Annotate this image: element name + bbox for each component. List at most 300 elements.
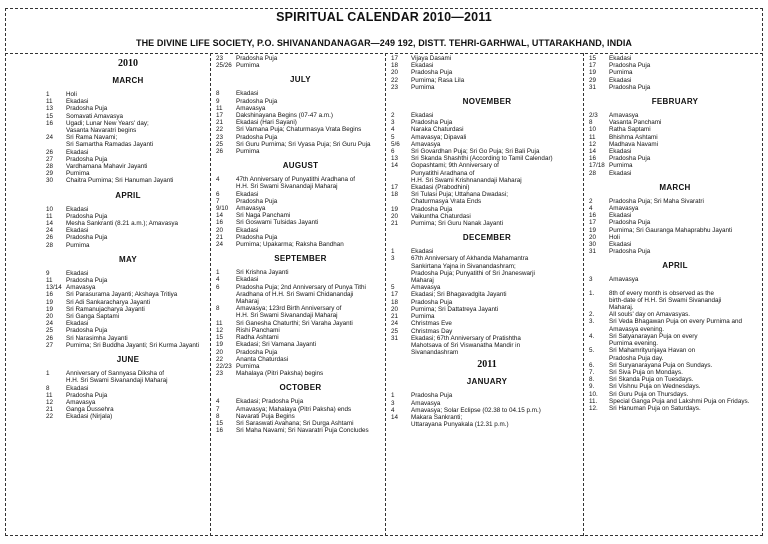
entry-date: 17/18 xyxy=(589,162,605,170)
entry-event: Sri Goswami Tulsidas Jayanti xyxy=(236,219,319,227)
entry-date: 8 xyxy=(216,90,220,98)
entry-date: 19 xyxy=(589,69,597,77)
calendar-entry xyxy=(216,320,385,327)
calendar-entry xyxy=(216,341,385,348)
entry-date xyxy=(46,377,66,384)
entry-event: Pradosha Puja xyxy=(236,133,278,141)
entry-date: 4 xyxy=(391,406,395,414)
calendar-entry xyxy=(46,406,210,413)
entry-date xyxy=(391,277,411,284)
calendar-entry xyxy=(391,277,583,284)
entry-event: Ugadi; Lunar New Years' day; xyxy=(66,119,149,127)
entry-date: 7 xyxy=(216,197,220,205)
entry-event: Pradosha Puja xyxy=(609,219,651,227)
month-heading: NOVEMBER xyxy=(462,97,512,107)
note-number: 2. xyxy=(589,311,595,319)
entry-event: Purnima; Sri Dattatreya Jayanti xyxy=(411,305,499,313)
calendar-entry xyxy=(46,227,210,234)
entry-event: Ananta Chaturdasi xyxy=(236,355,289,363)
entry-date: 22/23 xyxy=(216,362,232,370)
entry-event: Sri Vamana Puja; Chaturmasya Vrata Begins xyxy=(236,126,362,134)
calendar-entry xyxy=(391,255,583,262)
entry-date: 28 xyxy=(589,169,597,177)
entry-event: Naraka Chaturdasi xyxy=(411,126,464,134)
entry-event: Amavasya xyxy=(236,104,266,112)
calendar-entry xyxy=(216,198,385,205)
calendar-entry xyxy=(589,241,761,248)
entry-event: Ekadasi xyxy=(609,241,632,249)
entry-date xyxy=(216,183,236,190)
entry-date: 8 xyxy=(216,305,220,313)
entry-event: Ratha Saptami xyxy=(609,126,651,134)
entry-event: Christmas Day xyxy=(411,327,453,335)
calendar-entry xyxy=(216,291,385,298)
entry-event: Pradosha Puja xyxy=(66,327,108,335)
entry-event: Sri Krishna Jayanti xyxy=(236,269,289,277)
entry-date xyxy=(391,198,411,205)
entry-event: Amavasya xyxy=(66,398,96,406)
entry-event: Ekadasi xyxy=(66,98,89,106)
entry-date: 11 xyxy=(589,133,596,141)
entry-event: Maharaj xyxy=(236,298,259,306)
calendar-entry xyxy=(46,127,210,134)
calendar-entry xyxy=(46,320,210,327)
entry-event: Chaitra Purnima; Sri Hanuman Jayanti xyxy=(66,177,174,185)
page-title: SPIRITUAL CALENDAR 2010—2011 xyxy=(276,10,492,24)
calendar-entry xyxy=(391,126,583,133)
entry-date: 16 xyxy=(589,155,597,163)
note-number: 11. xyxy=(589,397,598,405)
entry-event: Pradosha Puja xyxy=(66,212,108,220)
entry-event: Pradosha Puja xyxy=(66,277,108,285)
calendar-entry xyxy=(216,413,385,420)
entry-date: 9/10 xyxy=(216,205,229,213)
calendar-entry xyxy=(216,356,385,363)
note-number: 8. xyxy=(589,376,595,384)
entry-event: Mesha Sankranti (8.21 a.m.); Amavasya xyxy=(66,220,178,228)
entry-date: 15 xyxy=(216,334,224,342)
entry-date: 31 xyxy=(391,334,399,342)
entry-date: 26 xyxy=(46,234,54,242)
entry-date: 4 xyxy=(589,205,593,213)
entry-event: Pradosha Puja xyxy=(66,105,108,113)
entry-date: 13 xyxy=(46,105,54,113)
calendar-entry xyxy=(391,320,583,327)
entry-event: Ekadasi xyxy=(66,227,89,235)
entry-event: Vijaya Dasami xyxy=(411,55,452,62)
calendar-entry xyxy=(589,227,761,234)
calendar-entry xyxy=(216,298,385,305)
calendar-entry xyxy=(391,184,583,191)
note-item xyxy=(589,362,761,369)
calendar-entry xyxy=(46,342,210,349)
entry-date: 17 xyxy=(391,184,399,192)
entry-date: 3 xyxy=(391,399,395,407)
entry-date: 4 xyxy=(216,398,220,406)
entry-date: 23 xyxy=(216,133,224,141)
calendar-entry xyxy=(391,191,583,198)
note-item xyxy=(589,340,761,347)
calendar-entry xyxy=(589,112,761,119)
entry-date xyxy=(391,177,411,184)
entry-date: 25 xyxy=(46,327,54,335)
entry-date xyxy=(216,298,236,305)
calendar-entry xyxy=(589,55,761,62)
entry-date xyxy=(46,141,66,148)
entry-date: 21 xyxy=(216,233,224,241)
entry-date: 29 xyxy=(46,170,54,178)
note-item xyxy=(589,290,761,297)
entry-date xyxy=(391,342,411,349)
entry-event: Purnima xyxy=(411,83,435,91)
entry-event: Pradosha Puja xyxy=(411,69,453,77)
entry-date: 13/14 xyxy=(46,284,62,292)
entry-event: Pradosha Puja xyxy=(609,83,651,91)
calendar-entry xyxy=(46,284,210,291)
calendar-entry xyxy=(46,163,210,170)
calendar-entry xyxy=(391,155,583,162)
entry-event: Ekadasi (Nirjala) xyxy=(66,413,113,421)
entry-event: Bhishma Ashtami xyxy=(609,133,658,141)
calendar-entry xyxy=(216,90,385,97)
entry-date: 23 xyxy=(216,55,224,62)
entry-event: Makara Sankranti; xyxy=(411,413,463,421)
note-number: 5. xyxy=(589,347,595,355)
entry-event: Amavasya xyxy=(66,284,96,292)
entry-date: 10 xyxy=(46,205,54,213)
entry-event: Pradosha Puja xyxy=(609,248,651,256)
entry-event: Aradhana of H.H. Sri Swami Chidanandaji xyxy=(236,290,354,298)
entry-event: Pradosha Puja xyxy=(236,97,278,105)
calendar-entry xyxy=(589,198,761,205)
calendar-entry xyxy=(216,98,385,105)
entry-date: 20 xyxy=(589,233,597,241)
entry-event: H.H. Sri Swami Sivanandaji Maharaj xyxy=(236,312,338,320)
entry-event: Pradosha Puja xyxy=(236,233,278,241)
calendar-entry xyxy=(391,349,583,356)
entry-event: Purnima xyxy=(609,162,633,170)
entry-date: 11 xyxy=(216,319,223,327)
entry-event: 67th Anniversary of Akhanda Mahamantra xyxy=(411,255,529,263)
entry-event: Pradosha Puja xyxy=(411,205,453,213)
calendar-entry xyxy=(589,141,761,148)
note-item xyxy=(589,297,761,304)
entry-event: Ekadasi; Sri Vamana Jayanti xyxy=(236,341,317,349)
calendar-entry xyxy=(216,427,385,434)
entry-date xyxy=(216,312,236,319)
entry-date: 3 xyxy=(391,119,395,127)
calendar-entry xyxy=(216,234,385,241)
calendar-entry xyxy=(216,183,385,190)
entry-event: Purnima; Rasa Lila xyxy=(411,76,465,84)
entry-date: 2/3 xyxy=(589,112,598,120)
entry-date: 8 xyxy=(589,119,593,127)
entry-event: Vaikuntha Chaturdasi xyxy=(411,212,471,220)
entry-event: Sri Govardhan Puja; Sri Go Puja; Sri Bali Puja xyxy=(411,148,540,156)
entry-event: Sri Parasurama Jayanti; Akshaya Tritiya xyxy=(66,291,178,299)
entry-event: Ekadasi (Hari Sayani) xyxy=(236,119,297,127)
entry-event: Amavasya xyxy=(411,284,441,292)
calendar-entry xyxy=(216,420,385,427)
calendar-entry xyxy=(589,119,761,126)
calendar-entry xyxy=(589,234,761,241)
month-heading: JANUARY xyxy=(466,377,508,387)
entry-date: 16 xyxy=(216,219,224,227)
calendar-entry xyxy=(391,134,583,141)
calendar-entry xyxy=(391,284,583,291)
calendar-entry xyxy=(46,120,210,127)
note-item xyxy=(589,311,761,318)
entry-date: 19 xyxy=(216,341,224,349)
calendar-entry xyxy=(46,385,210,392)
calendar-entry xyxy=(391,342,583,349)
entry-event: Sri Narasimha Jayanti xyxy=(66,334,128,342)
entry-date: 15 xyxy=(46,112,54,120)
calendar-entry xyxy=(46,91,210,98)
note-number: 7. xyxy=(589,368,595,376)
note-text: Sri Hanuman Puja on Saturdays. xyxy=(609,404,701,412)
calendar-entry xyxy=(589,62,761,69)
entry-date: 20 xyxy=(216,226,224,234)
entry-date: 4 xyxy=(216,176,220,184)
entry-date: 29 xyxy=(589,76,597,84)
note-item xyxy=(589,355,761,362)
entry-event: Maharaj xyxy=(411,277,434,285)
calendar-entry xyxy=(589,162,761,169)
entry-date: 6 xyxy=(216,190,220,198)
entry-date: 5/6 xyxy=(391,140,400,148)
entry-event: Vasanta Panchami xyxy=(609,119,662,127)
entry-date: 31 xyxy=(589,248,597,256)
calendar-column-2 xyxy=(216,55,385,434)
calendar-entry xyxy=(216,119,385,126)
entry-event: Pradosha Puja xyxy=(66,155,108,163)
calendar-entry xyxy=(391,392,583,399)
entry-event: Purnima; Sri Buddha Jayanti; Sri Kurma Jayanti xyxy=(66,341,199,349)
entry-event: Anniversary of Sannyasa Diksha of xyxy=(66,370,165,378)
calendar-entry xyxy=(589,170,761,177)
entry-event: Punyatithi Aradhana of xyxy=(411,169,475,177)
entry-date: 11 xyxy=(46,98,53,106)
entry-date: 20 xyxy=(391,305,399,313)
entry-event: Amavasya xyxy=(236,205,266,213)
entry-event: Christmas Eve xyxy=(411,320,452,328)
entry-event: Navarati Puja Begins xyxy=(236,412,295,420)
calendar-entry xyxy=(391,263,583,270)
entry-event: H.H. Sri Swami Krishnanandaji Maharaj xyxy=(411,176,522,184)
entry-event: Purnima xyxy=(609,69,633,77)
note-number: 12. xyxy=(589,404,598,412)
entry-event: Ekadasi xyxy=(609,212,632,220)
calendar-entry xyxy=(391,177,583,184)
entry-event: Ekadasi; Pradosha Puja xyxy=(236,398,304,406)
calendar-column-3 xyxy=(391,55,583,428)
entry-date: 27 xyxy=(46,155,54,163)
entry-date: 1 xyxy=(46,370,50,378)
entry-event: Dakshinayana Begins (07-47 a.m.) xyxy=(236,112,333,120)
entry-event: Pradosha Puja xyxy=(609,155,651,163)
entry-event: Amavasya; Mahalaya (Pitri Paksha) ends xyxy=(236,405,352,413)
entry-event: Purnima xyxy=(411,313,435,321)
entry-event: Ekadasi xyxy=(236,90,259,98)
entry-event: Amavasya xyxy=(609,112,639,120)
note-number: 10. xyxy=(589,390,598,398)
entry-date: 25 xyxy=(391,327,399,335)
entry-date: 16 xyxy=(216,427,224,435)
entry-event: Pradosha Puja xyxy=(236,197,278,205)
calendar-entry xyxy=(216,349,385,356)
calendar-entry xyxy=(391,220,583,227)
note-text: Sri Suryanarayana Puja on Sundays. xyxy=(609,361,713,369)
calendar-entry xyxy=(391,148,583,155)
entry-event: Ekadasi (Prabodhini) xyxy=(411,184,470,192)
entry-date: 13 xyxy=(391,155,399,163)
calendar-entry xyxy=(391,313,583,320)
entry-date: 11 xyxy=(46,277,53,285)
entry-event: H.H. Sri Swami Sivanandaji Maharaj xyxy=(236,183,338,191)
calendar-column-4 xyxy=(589,55,761,412)
column-divider xyxy=(210,53,211,536)
entry-event: Ekadasi; 67th Anniversary of Pratishtha xyxy=(411,334,521,342)
entry-date: 7 xyxy=(216,405,220,413)
month-heading: SEPTEMBER xyxy=(274,254,327,264)
month-heading: APRIL xyxy=(115,190,141,200)
calendar-entry xyxy=(589,126,761,133)
note-text: Sri Satyanarayan Puja on every xyxy=(609,332,698,340)
entry-date: 26 xyxy=(216,148,224,156)
calendar-entry xyxy=(589,84,761,91)
entry-date: 16 xyxy=(46,291,54,299)
calendar-entry xyxy=(216,370,385,377)
month-heading: FEBRUARY xyxy=(651,97,699,107)
entry-date: 5 xyxy=(391,133,395,141)
entry-date: 14 xyxy=(589,148,597,156)
calendar-entry xyxy=(391,400,583,407)
entry-date: 9 xyxy=(216,97,220,105)
entry-date: 28 xyxy=(46,241,54,249)
calendar-entry xyxy=(216,212,385,219)
entry-event: Ekadasi xyxy=(411,62,434,70)
entry-date: 25 xyxy=(216,140,224,148)
entry-event: Pradosha Puja xyxy=(66,234,108,242)
entry-event: Sri Ganga Saptami xyxy=(66,313,120,321)
entry-event: Vardhamana Mahavir Jayanti xyxy=(66,163,148,171)
entry-date: 8 xyxy=(46,384,50,392)
entry-event: Pradosha Puja xyxy=(236,348,278,356)
calendar-entry xyxy=(589,77,761,84)
calendar-entry xyxy=(391,291,583,298)
entry-date: 23 xyxy=(391,83,399,91)
entry-event: Amavasya xyxy=(411,399,441,407)
calendar-entry xyxy=(46,149,210,156)
month-heading: OCTOBER xyxy=(279,383,322,393)
note-item xyxy=(589,333,761,340)
note-number xyxy=(589,326,609,333)
calendar-entry xyxy=(391,299,583,306)
calendar-entry xyxy=(216,363,385,370)
calendar-entry xyxy=(391,112,583,119)
entry-date: 8 xyxy=(216,412,220,420)
entry-date: 19 xyxy=(391,205,399,213)
calendar-entry xyxy=(216,406,385,413)
note-number: 9. xyxy=(589,383,595,391)
calendar-entry xyxy=(216,227,385,234)
calendar-entry xyxy=(391,119,583,126)
entry-date: 11 xyxy=(46,391,53,399)
entry-date: 24 xyxy=(46,320,54,328)
calendar-entry xyxy=(46,270,210,277)
note-text: Special Ganga Puja and Lakshmi Puja on Fridays. xyxy=(609,397,750,405)
note-text: Sri Mahamrityunjaya Havan on xyxy=(609,347,696,355)
entry-event: Pradosha Puja xyxy=(411,119,453,127)
calendar-entry xyxy=(391,69,583,76)
note-number xyxy=(589,340,609,347)
entry-date: 1 xyxy=(391,248,395,256)
calendar-entry xyxy=(216,312,385,319)
calendar-entry xyxy=(216,276,385,283)
entry-date: 20 xyxy=(46,313,54,321)
month-heading: JUNE xyxy=(116,355,140,365)
calendar-entry xyxy=(589,276,761,283)
calendar-entry xyxy=(391,55,583,62)
year-heading: 2010 xyxy=(118,58,138,69)
calendar-entry xyxy=(46,392,210,399)
entry-event: Sri Tulasi Puja; Uttahana Dwadasi; xyxy=(411,191,508,199)
entry-date: 4 xyxy=(391,126,395,134)
calendar-entry xyxy=(391,141,583,148)
note-text: birth-date of H.H. Sri Swami Sivanandaji xyxy=(609,296,722,304)
month-heading: DECEMBER xyxy=(462,233,512,243)
entry-date: 11 xyxy=(46,212,53,220)
note-item xyxy=(589,369,761,376)
calendar-entry xyxy=(216,62,385,69)
entry-event: Sankirtana Yajna in Sivanandashram; xyxy=(411,262,516,270)
calendar-entry xyxy=(216,141,385,148)
calendar-entry xyxy=(46,277,210,284)
entry-event: Radha Ashtami xyxy=(236,334,279,342)
entry-date: 31 xyxy=(589,83,597,91)
entry-event: Pradosha Puja; Sri Maha Sivaratri xyxy=(609,197,704,205)
calendar-entry xyxy=(216,55,385,62)
entry-event: Amavasya; Solar Eclipse (02.38 to 04.15 p.m.) xyxy=(411,406,541,414)
calendar-entry xyxy=(216,191,385,198)
month-heading: MARCH xyxy=(659,182,691,192)
entry-event: Gopashtami; 9th Anniversary of xyxy=(411,162,499,170)
entry-event: H.H. Sri Swami Sivanandaji Maharaj xyxy=(66,377,168,385)
entry-date: 17 xyxy=(391,291,399,299)
note-item xyxy=(589,398,761,405)
entry-event: Purnima; Upakarma; Raksha Bandhan xyxy=(236,241,344,249)
entry-date: 19 xyxy=(46,305,54,313)
calendar-entry xyxy=(216,126,385,133)
entry-event: Pradosha Puja xyxy=(411,298,453,306)
calendar-entry xyxy=(46,170,210,177)
entry-event: Purnima xyxy=(236,148,260,156)
entry-date: 22 xyxy=(216,355,224,363)
entry-date: 4 xyxy=(216,276,220,284)
entry-event: Vasanta Navaratri begins xyxy=(66,127,137,135)
entry-event: Mahotsava of Sri Viswanatha Mandir in xyxy=(411,341,521,349)
note-item xyxy=(589,304,761,311)
entry-date: 14 xyxy=(216,212,224,220)
entry-event: Ekadasi xyxy=(236,226,259,234)
entry-date: 21 xyxy=(216,119,224,127)
entry-date: 20 xyxy=(391,212,399,220)
entry-date: 24 xyxy=(216,241,224,249)
entry-date: 12 xyxy=(46,398,54,406)
entry-event: Pradosha Puja; 2nd Anniversary of Punya Tithi xyxy=(236,283,366,291)
entry-date: 28 xyxy=(46,163,54,171)
